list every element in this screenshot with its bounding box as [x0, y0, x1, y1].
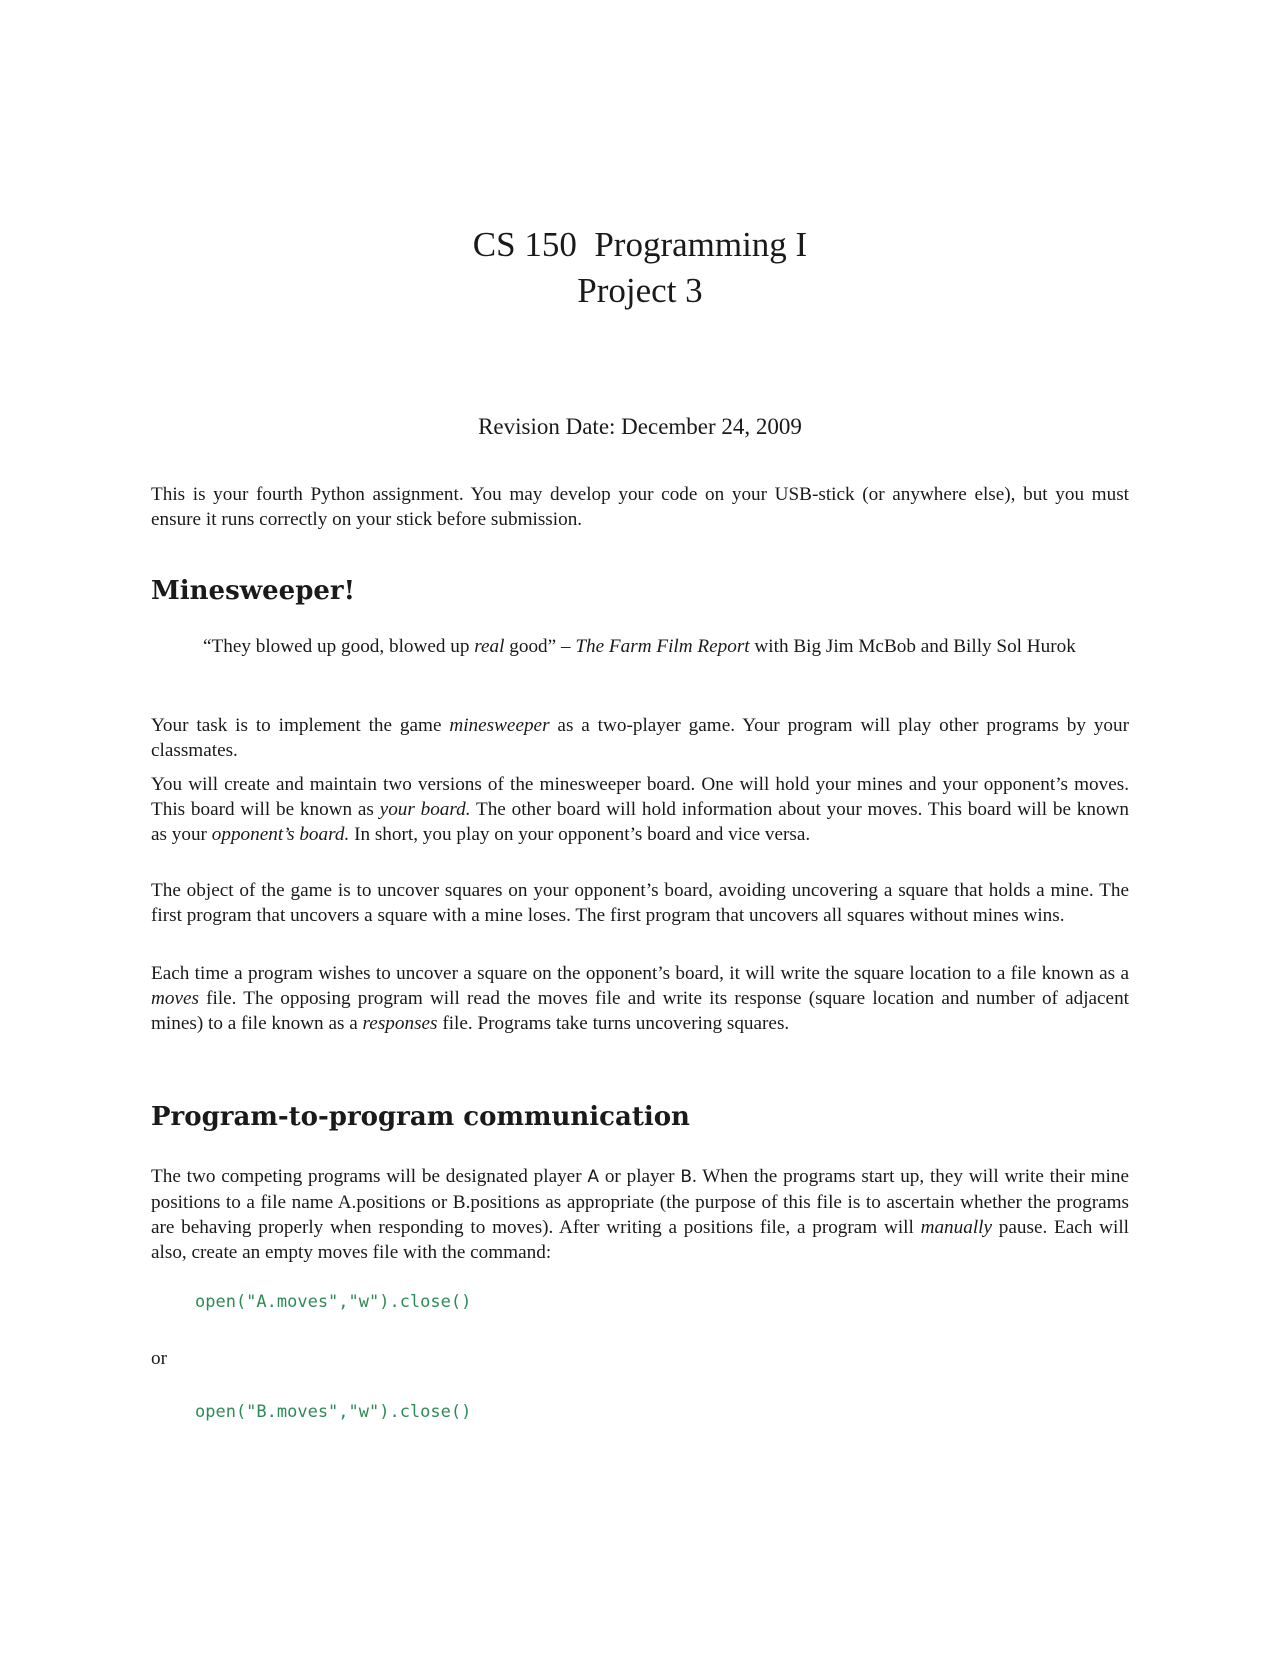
section-heading-minesweeper: Minesweeper!: [151, 576, 356, 606]
project-title: Project 3: [577, 271, 703, 310]
code-line-b-moves: open("B.moves","w").close(): [195, 1402, 472, 1422]
task-paragraph: Your task is to implement the game minesweeper as a two-player game. Your program will play other programs by your classmates.: [151, 715, 1129, 761]
communication-paragraph: The two competing programs will be designated player A or player B. When the programs start up, they will write their mine positions to a file name A.positions or B.positions as appropriate (the purpose of this file is to ascertain whether the programs are behaving properly when responding to moves). After writing a positions file, a program will manually pause. Each will also, create an empty moves file with the command:: [151, 1166, 1129, 1263]
boards-paragraph: You will create and maintain two versions of the minesweeper board. One will hold your mines and your opponent’s moves. This board will be known as your board. The other board will hold information about your moves. This board will be known as your opponent’s board. In short, you play on your opponent’s board and vice versa.: [151, 774, 1129, 845]
course-title: CS 150 Programming I: [472, 225, 808, 264]
moves-paragraph: Each time a program wishes to uncover a square on the opponent’s board, it will write the square location to a file known as a moves file. The opposing program will read the moves file and write its response (square location and number of adjacent mines) to a file known as a responses file. Programs take turns uncovering squares.: [151, 963, 1129, 1034]
revision-date: Revision Date: December 24, 2009: [478, 414, 802, 439]
document-title: [151, 222, 1129, 314]
section-heading-communication: Program-to-program communication: [151, 1102, 690, 1132]
intro-paragraph: This is your fourth Python assignment. You may develop your code on your USB-stick (or anywhere else), but you must ensure it runs correctly on your stick before submission.: [151, 484, 1129, 530]
object-paragraph: The object of the game is to uncover squares on your opponent’s board, avoiding uncovering a square that holds a mine. The first program that uncovers a square with a mine loses. The first program that uncovers all squares without mines wins.: [151, 880, 1129, 926]
epigraph-quote: “They blowed up good, blowed up real good” – The Farm Film Report with Big Jim McBob and Billy Sol Hurok: [203, 636, 1076, 657]
or-text: or: [151, 1348, 167, 1369]
code-line-a-moves: open("A.moves","w").close(): [195, 1292, 472, 1312]
